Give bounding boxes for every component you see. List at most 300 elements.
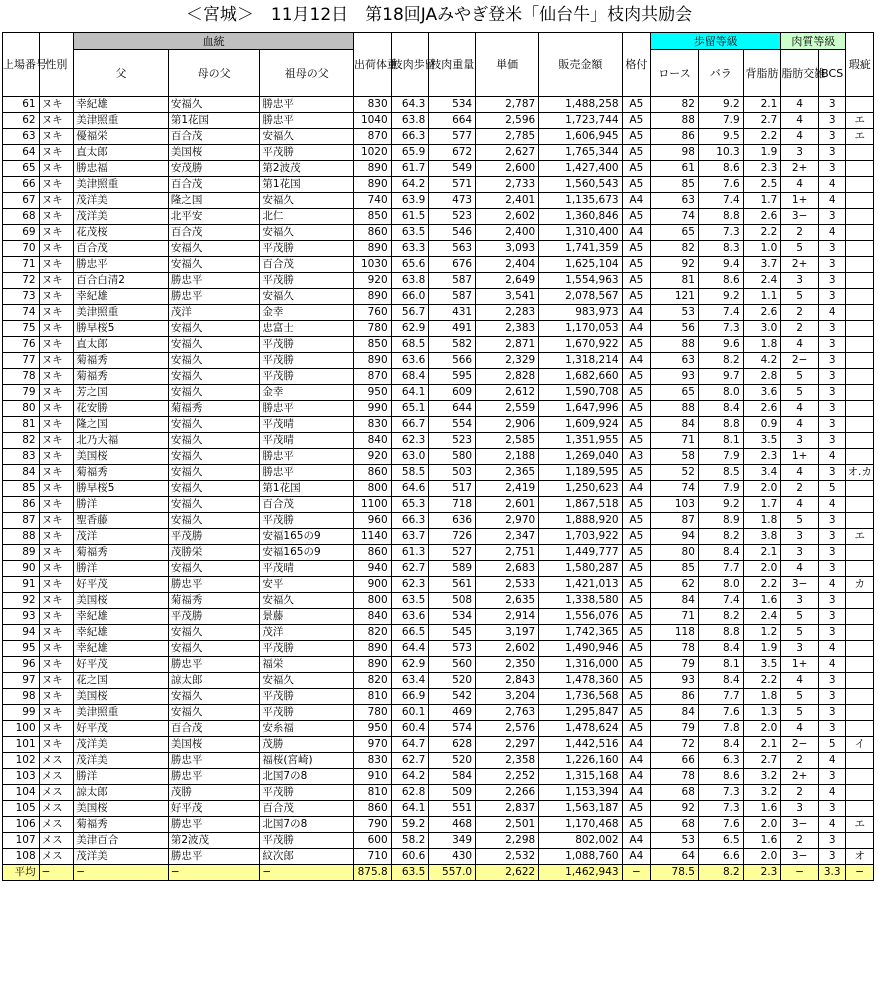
cell-sex: ヌキ [39, 561, 74, 577]
cell-entry-no: 87 [3, 513, 40, 529]
cell-defect [846, 97, 874, 113]
cell-yield: 63.8 [391, 273, 429, 289]
cell-dam-sire: 第1花国 [168, 113, 260, 129]
table-row [3, 273, 874, 289]
cell-entry-no: 92 [3, 593, 40, 609]
cell-sire: 幸紀雄 [74, 625, 169, 641]
cell-bcs: 4 [818, 193, 845, 209]
cell-defect [846, 497, 874, 513]
cell-marbling: 3− [781, 577, 819, 593]
cell-bcs: 3 [818, 273, 845, 289]
cell-grand-dam-sire: 忠富士 [260, 321, 354, 337]
cell-sale-amount: 2,078,567 [539, 289, 622, 305]
cell-sale-amount: 1,226,160 [539, 753, 622, 769]
cell-rib: 7.4 [698, 593, 743, 609]
cell-dam-sire: 安福久 [168, 513, 260, 529]
cell-back-fat: 4.2 [743, 353, 781, 369]
cell-defect [846, 785, 874, 801]
cell-back-fat: 2.0 [743, 481, 781, 497]
cell-sire: 好平茂 [74, 721, 169, 737]
cell-sire: 諒太郎 [74, 785, 169, 801]
cell-live-weight: 830 [354, 97, 392, 113]
cell-grade: A5 [622, 545, 650, 561]
cell-sex: メス [39, 785, 74, 801]
cell-grand-dam-sire: 安福久 [260, 673, 354, 689]
cell-live-weight: 850 [354, 209, 392, 225]
cell-live-weight: 850 [354, 337, 392, 353]
cell-live-weight: 790 [354, 817, 392, 833]
cell-sale-amount: 1,590,708 [539, 385, 622, 401]
cell-back-fat: 1.8 [743, 513, 781, 529]
cell-defect [846, 337, 874, 353]
cell-rib: 8.3 [698, 241, 743, 257]
cell-rib: 9.2 [698, 97, 743, 113]
cell-bcs: 3 [818, 801, 845, 817]
cell-entry-no: 61 [3, 97, 40, 113]
cell-unit-price: 2,843 [476, 673, 539, 689]
cell-carcass-weight: 672 [429, 145, 476, 161]
cell-bcs: 4 [818, 785, 845, 801]
cell-rib: 7.6 [698, 817, 743, 833]
cell-sale-amount: 1,088,760 [539, 849, 622, 865]
cell-bcs: 3 [818, 465, 845, 481]
table-row [3, 609, 874, 625]
cell-sire: 菊福秀 [74, 817, 169, 833]
cell-entry-no: 82 [3, 433, 40, 449]
cell-marbling: 5 [781, 513, 819, 529]
table-row [3, 241, 874, 257]
cell-dam-sire: 安福久 [168, 257, 260, 273]
cell-unit-price: 2,906 [476, 417, 539, 433]
cell-sex: ヌキ [39, 657, 74, 673]
table-row [3, 97, 874, 113]
cell-grade: A5 [622, 209, 650, 225]
cell-grade: A5 [622, 465, 650, 481]
cell-yield: 61.7 [391, 161, 429, 177]
cell-yield: 58.5 [391, 465, 429, 481]
cell-marbling: 3 [781, 273, 819, 289]
cell-entry-no: 101 [3, 737, 40, 753]
cell-sex: メス [39, 801, 74, 817]
cell-sex: ヌキ [39, 401, 74, 417]
cell-sale-amount: 1,295,847 [539, 705, 622, 721]
cell-dam-sire: 安福久 [168, 705, 260, 721]
cell-back-fat: 2.0 [743, 561, 781, 577]
cell-grand-dam-sire: 第1花国 [260, 177, 354, 193]
cell-sale-amount: 1,867,518 [539, 497, 622, 513]
cell-sale-amount: 1,427,400 [539, 161, 622, 177]
cell-sale-amount: 983,973 [539, 305, 622, 321]
cell-live-weight: 800 [354, 481, 392, 497]
table-row [3, 369, 874, 385]
cell-yield: 60.1 [391, 705, 429, 721]
cell-bcs: 4 [818, 657, 845, 673]
cell-bcs: 3 [818, 545, 845, 561]
cell-entry-no: 103 [3, 769, 40, 785]
cell-rib-eye: 85 [651, 177, 699, 193]
page-title: ＜宮城＞ 11月12日 第18回JAみやぎ登米「仙台牛」枝肉共励会 [185, 5, 693, 25]
cell-defect [846, 209, 874, 225]
cell-yield: 66.5 [391, 625, 429, 641]
cell-yield: 63.7 [391, 529, 429, 545]
cell-rib: 8.4 [698, 673, 743, 689]
cell-defect [846, 385, 874, 401]
cell-sex: ヌキ [39, 705, 74, 721]
cell-rib: 10.3 [698, 145, 743, 161]
cell-yield: 63.3 [391, 241, 429, 257]
cell-sale-amount: 1,736,568 [539, 689, 622, 705]
cell-marbling: 5 [781, 705, 819, 721]
cell-unit-price: 2,751 [476, 545, 539, 561]
cell-rib: 7.6 [698, 177, 743, 193]
cell-rib: 7.4 [698, 193, 743, 209]
cell-marbling: 5 [781, 609, 819, 625]
cell-grand-dam-sire: 勝忠平 [260, 465, 354, 481]
cell-entry-no: 93 [3, 609, 40, 625]
cell-marbling: 3 [781, 641, 819, 657]
cell-dam-sire: 安福久 [168, 641, 260, 657]
cell-entry-no: 83 [3, 449, 40, 465]
cell-grade: A5 [622, 657, 650, 673]
cell-rib: 7.7 [698, 689, 743, 705]
cell-bcs: 3 [818, 593, 845, 609]
cell-rib-eye: 78 [651, 641, 699, 657]
cell-marbling: 2+ [781, 769, 819, 785]
cell-back-fat: 1.7 [743, 193, 781, 209]
cell-bcs: 4 [818, 641, 845, 657]
cell-sale-amount: 1,560,543 [539, 177, 622, 193]
cell-marbling: 4 [781, 337, 819, 353]
cell-rib-eye: 68 [651, 817, 699, 833]
cell-sex: ヌキ [39, 433, 74, 449]
table-row [3, 513, 874, 529]
cell-rib-eye: 65 [651, 225, 699, 241]
cell-defect [846, 193, 874, 209]
cell-defect [846, 241, 874, 257]
cell-unit-price: 2,252 [476, 769, 539, 785]
cell-carcass-weight: 520 [429, 673, 476, 689]
cell-dam-sire: 百合茂 [168, 129, 260, 145]
cell-grade: A4 [622, 305, 650, 321]
cell-yield: 64.2 [391, 177, 429, 193]
cell-sex: ヌキ [39, 497, 74, 513]
cell-entry-no: 97 [3, 673, 40, 689]
cell-grand-dam-sire: 平茂勝 [260, 353, 354, 369]
cell-grand-dam-sire: 平茂勝 [260, 369, 354, 385]
cell-unit-price: 2,914 [476, 609, 539, 625]
cell-dam-sire: 安福久 [168, 449, 260, 465]
cell-grand-dam-sire: 北国7の8 [260, 817, 354, 833]
cell-sale-amount: 1,338,580 [539, 593, 622, 609]
cell-marbling: 5 [781, 625, 819, 641]
cell-sex: ヌキ [39, 609, 74, 625]
cell-bcs: 3 [818, 689, 845, 705]
cell-sire: 聖香藤 [74, 513, 169, 529]
header-unit-price: 単価 [476, 33, 539, 97]
cell-defect [846, 161, 874, 177]
cell-yield: 65.6 [391, 257, 429, 273]
cell-bcs: 3 [818, 337, 845, 353]
cell-unit-price: 2,649 [476, 273, 539, 289]
cell-rib: 7.9 [698, 481, 743, 497]
cell-live-weight: 860 [354, 465, 392, 481]
cell-live-weight: 780 [354, 321, 392, 337]
cell-rib-eye: 74 [651, 481, 699, 497]
cell-sex: ヌキ [39, 529, 74, 545]
table-row [3, 353, 874, 369]
cell-grade: A5 [622, 337, 650, 353]
cell-grand-dam-sire: 安福165の9 [260, 545, 354, 561]
cell-sale-amount: 1,170,468 [539, 817, 622, 833]
cell-entry-no: 99 [3, 705, 40, 721]
cell-yield: 62.7 [391, 561, 429, 577]
cell-back-fat: 1.9 [743, 641, 781, 657]
cell-live-weight: 870 [354, 129, 392, 145]
cell-rib: 8.6 [698, 161, 743, 177]
cell-sale-amount: 1,315,168 [539, 769, 622, 785]
cell-dam-sire: 諒太郎 [168, 673, 260, 689]
cell-unit-price: 2,188 [476, 449, 539, 465]
table-row [3, 209, 874, 225]
cell-back-fat: 2.1 [743, 545, 781, 561]
cell-grand-dam-sire: 北国7の8 [260, 769, 354, 785]
cell-sire: 幸紀雄 [74, 289, 169, 305]
cell-unit-price: 2,419 [476, 481, 539, 497]
cell-bcs: 3 [818, 529, 845, 545]
table-row [3, 385, 874, 401]
table-row [3, 417, 874, 433]
cell-carcass-weight: 509 [429, 785, 476, 801]
cell-yield: 64.3 [391, 97, 429, 113]
cell-yield: 64.2 [391, 769, 429, 785]
cell-marbling: 5 [781, 385, 819, 401]
cell-bcs: 3 [818, 705, 845, 721]
cell-dam-sire: 北平安 [168, 209, 260, 225]
cell-rib-eye: 86 [651, 689, 699, 705]
cell-yield: 66.9 [391, 689, 429, 705]
cell-bcs: 3 [818, 129, 845, 145]
cell-rib-eye: 88 [651, 337, 699, 353]
cell-bcs: 3 [818, 321, 845, 337]
cell-bcs: 3 [818, 145, 845, 161]
cell-rib: 6.3 [698, 753, 743, 769]
table-row [3, 401, 874, 417]
cell-yield: 60.4 [391, 721, 429, 737]
cell-sale-amount: 1,556,076 [539, 609, 622, 625]
cell-live-weight: 890 [354, 641, 392, 657]
cell-carcass-weight: 580 [429, 449, 476, 465]
cell-grand-dam-sire: 平茂勝 [260, 705, 354, 721]
cell-grand-dam-sire: 百合茂 [260, 257, 354, 273]
cell-marbling: 5 [781, 289, 819, 305]
cell-marbling: 4 [781, 465, 819, 481]
cell-yield: 64.1 [391, 385, 429, 401]
cell-sire: 菊福秀 [74, 465, 169, 481]
cell-entry-no: 84 [3, 465, 40, 481]
cell-sale-amount: 1,554,963 [539, 273, 622, 289]
cell-dam-sire: 美国桜 [168, 145, 260, 161]
cell-grade: A5 [622, 273, 650, 289]
cell-grand-dam-sire: 安福久 [260, 193, 354, 209]
cell-grade: A5 [622, 817, 650, 833]
cell-sex: メス [39, 833, 74, 849]
cell-bcs: 3 [818, 257, 845, 273]
cell-sire: 美津照重 [74, 705, 169, 721]
header-carcass-weight: 枝肉重量 [429, 33, 476, 97]
cell-rib: 8.8 [698, 209, 743, 225]
cell-entry-no: 67 [3, 193, 40, 209]
cell-carcass-weight: 534 [429, 97, 476, 113]
cell-back-fat: 0.9 [743, 417, 781, 433]
cell-yield: 66.7 [391, 417, 429, 433]
cell-grand-dam-sire: 平茂勝 [260, 241, 354, 257]
cell-sex: ヌキ [39, 481, 74, 497]
table-row [3, 145, 874, 161]
cell-grade: A5 [622, 609, 650, 625]
cell-defect [846, 289, 874, 305]
cell-grand-dam-sire: 安福165の9 [260, 529, 354, 545]
cell-sale-amount: 1,478,360 [539, 673, 622, 689]
cell-live-weight: 890 [354, 289, 392, 305]
cell-marbling: 2− [781, 353, 819, 369]
cell-sex: ヌキ [39, 209, 74, 225]
cell-grade: A4 [622, 753, 650, 769]
cell-unit-price: 2,501 [476, 817, 539, 833]
cell-rib: 9.2 [698, 497, 743, 513]
cell-sire: 菊福秀 [74, 369, 169, 385]
cell-unit-price: 2,383 [476, 321, 539, 337]
cell-entry-no: 90 [3, 561, 40, 577]
cell-carcass-weight: 534 [429, 609, 476, 625]
cell-grand-dam-sire: 平茂晴 [260, 561, 354, 577]
cell-live-weight: 840 [354, 609, 392, 625]
cell-rib-eye: 88 [651, 113, 699, 129]
cell-back-fat: 2.1 [743, 97, 781, 113]
cell-grand-dam-sire: 勝忠平 [260, 97, 354, 113]
cell-sale-amount: 1,647,996 [539, 401, 622, 417]
cell-defect: エ [846, 113, 874, 129]
cell-rib: 9.5 [698, 129, 743, 145]
cell-rib: 8.0 [698, 577, 743, 593]
cell-unit-price: 2,602 [476, 641, 539, 657]
cell-back-fat: 2.3 [743, 865, 781, 881]
cell-unit-price: 2,266 [476, 785, 539, 801]
header-rib-eye: ロース [651, 50, 699, 97]
cell-sex: ヌキ [39, 289, 74, 305]
cell-rib: 8.4 [698, 545, 743, 561]
cell-rib: 7.3 [698, 321, 743, 337]
cell-unit-price: 2,576 [476, 721, 539, 737]
cell-bcs: 3 [818, 849, 845, 865]
cell-marbling: 2+ [781, 257, 819, 273]
cell-rib: 7.3 [698, 801, 743, 817]
cell-carcass-weight: 551 [429, 801, 476, 817]
cell-unit-price: 2,622 [476, 865, 539, 881]
cell-entry-no: 100 [3, 721, 40, 737]
cell-rib: 9.2 [698, 289, 743, 305]
cell-live-weight: 810 [354, 689, 392, 705]
cell-back-fat: 2.6 [743, 401, 781, 417]
cell-defect [846, 401, 874, 417]
cell-defect: オ.カ [846, 465, 874, 481]
cell-dam-sire: 勝忠平 [168, 753, 260, 769]
cell-dam-sire: 茂勝栄 [168, 545, 260, 561]
cell-sex: ヌキ [39, 737, 74, 753]
cell-back-fat: 1.1 [743, 289, 781, 305]
cell-sale-amount: 1,625,104 [539, 257, 622, 273]
average-row [3, 865, 874, 881]
cell-sale-amount: 1,682,660 [539, 369, 622, 385]
cell-sire: 勝洋 [74, 769, 169, 785]
cell-sex: ヌキ [39, 193, 74, 209]
cell-sex: ヌキ [39, 641, 74, 657]
header-entry-no: 上場番号 [3, 33, 40, 97]
table-row [3, 801, 874, 817]
cell-entry-no: 65 [3, 161, 40, 177]
cell-rib-eye: 82 [651, 97, 699, 113]
cell-grand-dam-sire: 勝忠平 [260, 113, 354, 129]
cell-yield: 63.8 [391, 113, 429, 129]
cell-rib-eye: 71 [651, 433, 699, 449]
cell-dam-sire: 茂勝 [168, 785, 260, 801]
cell-live-weight: 1040 [354, 113, 392, 129]
cell-grade: A4 [622, 785, 650, 801]
cell-sire: 美国桜 [74, 593, 169, 609]
cell-yield: 62.9 [391, 321, 429, 337]
cell-yield: 68.5 [391, 337, 429, 353]
cell-sale-amount: 1,316,000 [539, 657, 622, 673]
cell-grand-dam-sire: 勝忠平 [260, 401, 354, 417]
cell-dam-sire: 美国桜 [168, 737, 260, 753]
cell-back-fat: 2.3 [743, 449, 781, 465]
cell-live-weight: 940 [354, 561, 392, 577]
cell-live-weight: 810 [354, 785, 392, 801]
cell-unit-price: 3,093 [476, 241, 539, 257]
cell-dam-sire: 安福久 [168, 369, 260, 385]
cell-defect [846, 625, 874, 641]
cell-unit-price: 2,585 [476, 433, 539, 449]
cell-marbling: 3 [781, 593, 819, 609]
cell-live-weight: 780 [354, 705, 392, 721]
cell-unit-price: 2,559 [476, 401, 539, 417]
cell-sire: 隆之国 [74, 417, 169, 433]
results-table [2, 32, 874, 881]
cell-entry-no: 74 [3, 305, 40, 321]
cell-dam-sire: 勝忠平 [168, 273, 260, 289]
cell-sex: メス [39, 849, 74, 865]
cell-rib-eye: 81 [651, 273, 699, 289]
cell-sale-amount: 1,351,955 [539, 433, 622, 449]
cell-dam-sire: 勝忠平 [168, 849, 260, 865]
header-bloodline: 血統 [74, 33, 354, 50]
cell-sire: 勝洋 [74, 497, 169, 513]
cell-dam-sire: 勝忠平 [168, 817, 260, 833]
cell-carcass-weight: 542 [429, 689, 476, 705]
table-row [3, 305, 874, 321]
cell-dam-sire: 勝忠平 [168, 289, 260, 305]
cell-sale-amount: 1,360,846 [539, 209, 622, 225]
cell-sire: 百合白清2 [74, 273, 169, 289]
cell-unit-price: 2,733 [476, 177, 539, 193]
cell-back-fat: 1.7 [743, 497, 781, 513]
cell-dam-sire: 勝忠平 [168, 769, 260, 785]
cell-carcass-weight: 431 [429, 305, 476, 321]
cell-dam-sire: 隆之国 [168, 193, 260, 209]
cell-rib-eye: 82 [651, 241, 699, 257]
cell-bcs: 3.3 [818, 865, 845, 881]
cell-grade: A5 [622, 673, 650, 689]
cell-grand-dam-sire: 平茂勝 [260, 513, 354, 529]
